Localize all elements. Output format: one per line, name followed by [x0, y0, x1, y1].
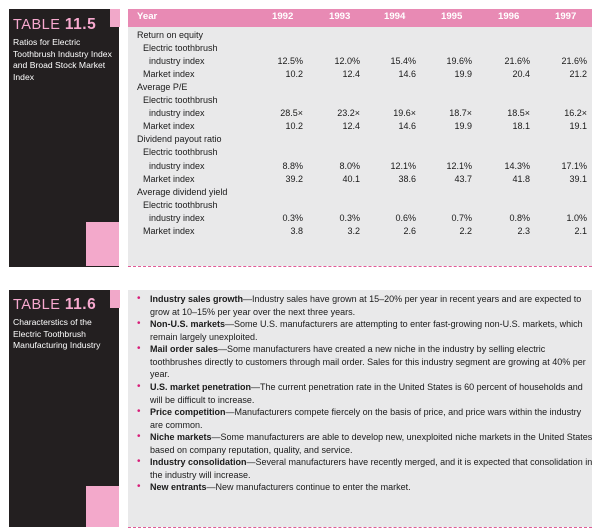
- cell-1996: 41.8: [512, 173, 530, 184]
- bullet-body: —Some U.S. manufacturers are attempting to enter fast-growing non-U.S. markets, which remain largely unexploited.: [150, 319, 583, 342]
- cell-1992: 3.8: [290, 225, 303, 236]
- bullet-body: —Industry sales have grown at 15–20% per year in recent years and are expected to grow at 10–15% per year over the next three years.: [150, 294, 582, 317]
- cell-1997: 21.6%: [561, 56, 587, 67]
- table-row: [128, 200, 592, 211]
- row-label: Average P/E: [137, 82, 188, 93]
- list-item: [138, 456, 593, 481]
- table-11-6-bottom-rule: [128, 527, 592, 528]
- bullet-icon: •: [137, 381, 141, 392]
- row-label: Dividend payout ratio: [137, 134, 222, 145]
- year-col-1996: 1996: [498, 11, 520, 22]
- table-row: [128, 56, 592, 67]
- cell-1997: 19.1: [569, 121, 587, 132]
- bullet-text: [150, 406, 593, 431]
- list-item: [138, 343, 593, 381]
- bullet-icon: •: [137, 406, 141, 417]
- row-label: Market index: [143, 69, 195, 80]
- cell-1997: 2.1: [574, 225, 587, 236]
- bullet-text: [150, 381, 593, 406]
- cell-1995: 19.9: [454, 69, 472, 80]
- year-col-1992: 1992: [272, 11, 294, 22]
- list-item: [138, 318, 593, 343]
- cell-1997: 1.0%: [566, 212, 587, 223]
- cell-1997: 16.2×: [564, 108, 587, 119]
- table-11-5-rows: [128, 30, 592, 262]
- bullet-title: Industry sales growth: [150, 294, 244, 304]
- row-label: industry index: [149, 212, 205, 223]
- cell-1994: 14.6: [398, 121, 416, 132]
- bullet-icon: •: [137, 481, 141, 492]
- table-11-5-accent-strip: [110, 9, 120, 27]
- table-11-6-accent-block: [86, 486, 119, 527]
- row-label: Electric toothbrush: [143, 147, 218, 158]
- bullet-text: [150, 431, 593, 456]
- cell-1994: 12.1%: [390, 160, 416, 171]
- bullet-body: —Some manufacturers are able to develop new, unexploited niche markets in the United States based on company reputation, quality, and service.: [150, 432, 593, 455]
- list-item: [138, 481, 593, 494]
- cell-1996: 20.4: [512, 69, 530, 80]
- bullet-text: [150, 293, 593, 318]
- bullet-icon: •: [137, 343, 141, 354]
- cell-1997: 21.2: [569, 69, 587, 80]
- row-label: industry index: [149, 56, 205, 67]
- cell-1995: 18.7×: [449, 108, 472, 119]
- bullet-body: —New manufacturers continue to enter the market.: [206, 482, 411, 492]
- cell-1994: 19.6×: [393, 108, 416, 119]
- cell-1997: 17.1%: [561, 160, 587, 171]
- bullet-title: Mail order sales: [150, 344, 219, 354]
- table-row: [128, 108, 592, 119]
- bullet-title: U.S. market penetration: [150, 382, 252, 392]
- row-label: Return on equity: [137, 30, 204, 40]
- cell-1996: 0.8%: [509, 212, 530, 223]
- table-row: [128, 134, 592, 145]
- table-11-5-bottom-rule: [128, 266, 592, 267]
- cell-1993: 23.2×: [337, 108, 360, 119]
- table-row: [128, 82, 592, 93]
- year-col-1994: 1994: [384, 11, 406, 22]
- row-label: Electric toothbrush: [143, 95, 218, 106]
- cell-1992: 39.2: [285, 173, 303, 184]
- list-item: [138, 406, 593, 431]
- cell-1992: 10.2: [285, 121, 303, 132]
- table-11-6-accent-strip: [110, 290, 120, 308]
- row-label: Electric toothbrush: [143, 43, 218, 54]
- row-label: industry index: [149, 108, 205, 119]
- row-label: Market index: [143, 173, 195, 184]
- table-row: [128, 213, 592, 224]
- cell-1992: 0.3%: [282, 212, 303, 223]
- table-11-6-description: Characterstics of the Electric Toothbrush Manufacturing Industry: [13, 317, 101, 351]
- cell-1993: 12.4: [342, 69, 360, 80]
- bullet-title: Industry consolidation: [150, 457, 247, 467]
- row-label: Average dividend yield: [137, 186, 228, 197]
- list-item: [138, 431, 593, 456]
- bullet-icon: •: [137, 431, 141, 442]
- row-label: industry index: [149, 160, 205, 171]
- list-item: [138, 293, 593, 318]
- table-row: [128, 226, 592, 237]
- table-row: [128, 121, 592, 132]
- table-11-6-title: TABLE 11.6: [13, 296, 97, 313]
- cell-1994: 2.6: [403, 225, 416, 236]
- table-row: [128, 43, 592, 54]
- bullet-body: —Some manufacturers have created a new niche in the industry by selling electric toothbrushes directly to customers through mail order. Sales for this industry segment are growing at 40% per year.: [150, 344, 586, 380]
- bullet-body: —Several manufacturers have recently merged, and it is expected that consolidation in the industry will increase.: [150, 457, 593, 480]
- bullet-text: [150, 481, 593, 494]
- bullet-icon: •: [137, 456, 141, 467]
- cell-1992: 28.5×: [280, 108, 303, 119]
- cell-1996: 2.3: [517, 225, 530, 236]
- cell-1992: 10.2: [285, 69, 303, 80]
- bullet-title: New entrants: [150, 482, 207, 492]
- cell-1993: 3.2: [347, 225, 360, 236]
- cell-1996: 14.3%: [504, 160, 530, 171]
- cell-1995: 19.6%: [446, 56, 472, 67]
- year-col-1993: 1993: [329, 11, 351, 22]
- table-row: [128, 95, 592, 106]
- row-label: Market index: [143, 225, 195, 236]
- year-col-1997: 1997: [555, 11, 577, 22]
- bullet-text: [150, 343, 593, 381]
- cell-1995: 2.2: [459, 225, 472, 236]
- cell-1993: 12.4: [342, 121, 360, 132]
- cell-1994: 15.4%: [390, 56, 416, 67]
- table-row: [128, 147, 592, 158]
- cell-1994: 0.6%: [395, 212, 416, 223]
- table-11-5-header: [128, 9, 592, 27]
- bullet-body: —Manufacturers compete fiercely on the basis of price, and price wars within the industry are common.: [150, 407, 582, 430]
- year-header: Year: [137, 11, 158, 22]
- cell-1993: 12.0%: [334, 56, 360, 67]
- bullet-icon: •: [137, 293, 141, 304]
- bullet-text: [150, 456, 593, 481]
- table-row: [128, 30, 592, 41]
- bullet-icon: •: [137, 318, 141, 329]
- bullet-body: —The current penetration rate in the United States is 60 percent of households and will be difficult to increase.: [150, 382, 583, 405]
- cell-1992: 8.8%: [282, 160, 303, 171]
- bullet-title: Price competition: [150, 407, 226, 417]
- cell-1994: 38.6: [398, 173, 416, 184]
- table-row: [128, 187, 592, 198]
- cell-1995: 0.7%: [451, 212, 472, 223]
- cell-1993: 0.3%: [339, 212, 360, 223]
- list-item: [138, 381, 593, 406]
- bullet-text: [150, 318, 593, 343]
- row-label: Electric toothbrush: [143, 199, 218, 210]
- row-label: Market index: [143, 121, 195, 132]
- table-row: [128, 174, 592, 185]
- year-col-1995: 1995: [441, 11, 463, 22]
- cell-1995: 19.9: [454, 121, 472, 132]
- table-11-5-description: Ratios for Electric Toothbrush Industry Index and Broad Stock Market Index: [13, 37, 112, 82]
- table-row: [128, 69, 592, 80]
- table-row: [128, 161, 592, 172]
- table-11-5-accent-block: [86, 222, 119, 266]
- cell-1997: 39.1: [569, 173, 587, 184]
- cell-1994: 14.6: [398, 69, 416, 80]
- bullet-title: Non-U.S. markets: [150, 319, 226, 329]
- cell-1996: 18.1: [512, 121, 530, 132]
- cell-1996: 18.5×: [507, 108, 530, 119]
- cell-1996: 21.6%: [504, 56, 530, 67]
- table-11-5-title: TABLE 11.5: [13, 16, 97, 33]
- cell-1995: 43.7: [454, 173, 472, 184]
- cell-1995: 12.1%: [446, 160, 472, 171]
- table-11-6-bullets: [128, 290, 592, 527]
- bullet-title: Niche markets: [150, 432, 212, 442]
- cell-1993: 40.1: [342, 173, 360, 184]
- cell-1992: 12.5%: [277, 56, 303, 67]
- cell-1993: 8.0%: [339, 160, 360, 171]
